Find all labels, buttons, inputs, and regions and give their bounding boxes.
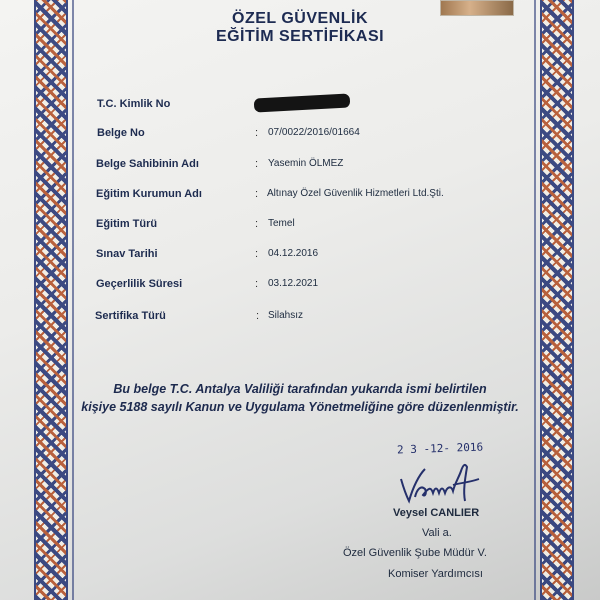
field-row-belge-sahibi bbox=[0, 158, 600, 178]
field-colon: : bbox=[255, 158, 259, 170]
field-value: Temel bbox=[268, 218, 295, 229]
left-inner-rule bbox=[72, 0, 74, 600]
statement-line1: Bu belge T.C. Antalya Valiliği tarafından yukarıda ismi belirtilen bbox=[113, 382, 487, 396]
field-colon: : bbox=[255, 248, 259, 260]
signer-title-1: Vali a. bbox=[422, 527, 452, 539]
field-value: Altınay Özel Güvenlik Hizmetleri Ltd.Şti. bbox=[267, 188, 444, 199]
field-label: Eğitim Türü bbox=[96, 218, 158, 230]
handwritten-date: 2 3 -12- 2016 bbox=[396, 440, 484, 457]
field-value: Yasemin ÖLMEZ bbox=[268, 158, 344, 169]
field-colon: : bbox=[255, 218, 259, 230]
field-colon: : bbox=[256, 310, 260, 322]
certificate-title-line2: EĞİTİM SERTİFİKASI bbox=[215, 28, 385, 45]
field-row-sinav-tarihi bbox=[0, 248, 600, 268]
field-label: Geçerlilik Süresi bbox=[96, 278, 183, 290]
field-row-gecerlilik bbox=[0, 278, 600, 298]
field-row-sertifika-turu bbox=[0, 310, 600, 330]
field-value: 03.12.2021 bbox=[268, 278, 319, 289]
field-row-belge-no bbox=[0, 127, 600, 147]
field-label: Belge Sahibinin Adı bbox=[96, 158, 199, 170]
field-row-egitim-turu bbox=[0, 218, 600, 238]
certificate-title-line1: ÖZEL GÜVENLİK bbox=[232, 10, 368, 27]
field-label: Belge No bbox=[97, 127, 145, 139]
signer-name: Veysel CANLIER bbox=[393, 507, 480, 519]
field-label: Eğitim Kurumun Adı bbox=[96, 188, 202, 200]
field-label: Sertifika Türü bbox=[95, 310, 166, 322]
field-row-egitim-kurumu bbox=[0, 188, 600, 208]
left-decorative-border bbox=[34, 0, 68, 600]
right-decorative-border bbox=[540, 0, 574, 600]
field-value: Silahsız bbox=[268, 310, 304, 321]
right-inner-rule bbox=[534, 0, 536, 600]
signature-icon bbox=[395, 457, 485, 507]
statement-line2: kişiye 5188 sayılı Kanun ve Uygulama Yönetmeliğine göre düzenlenmiştir. bbox=[81, 400, 519, 414]
field-label: Sınav Tarihi bbox=[96, 248, 158, 260]
signer-title-2: Özel Güvenlik Şube Müdür V. bbox=[343, 547, 487, 559]
signer-title-3: Komiser Yardımcısı bbox=[388, 568, 483, 580]
field-colon: : bbox=[255, 278, 259, 290]
field-colon: : bbox=[255, 127, 259, 139]
field-value: 07/0022/2016/01664 bbox=[268, 127, 360, 138]
field-value: 04.12.2016 bbox=[268, 248, 319, 259]
field-colon: : bbox=[255, 188, 259, 200]
field-label: T.C. Kimlik No bbox=[97, 98, 171, 110]
